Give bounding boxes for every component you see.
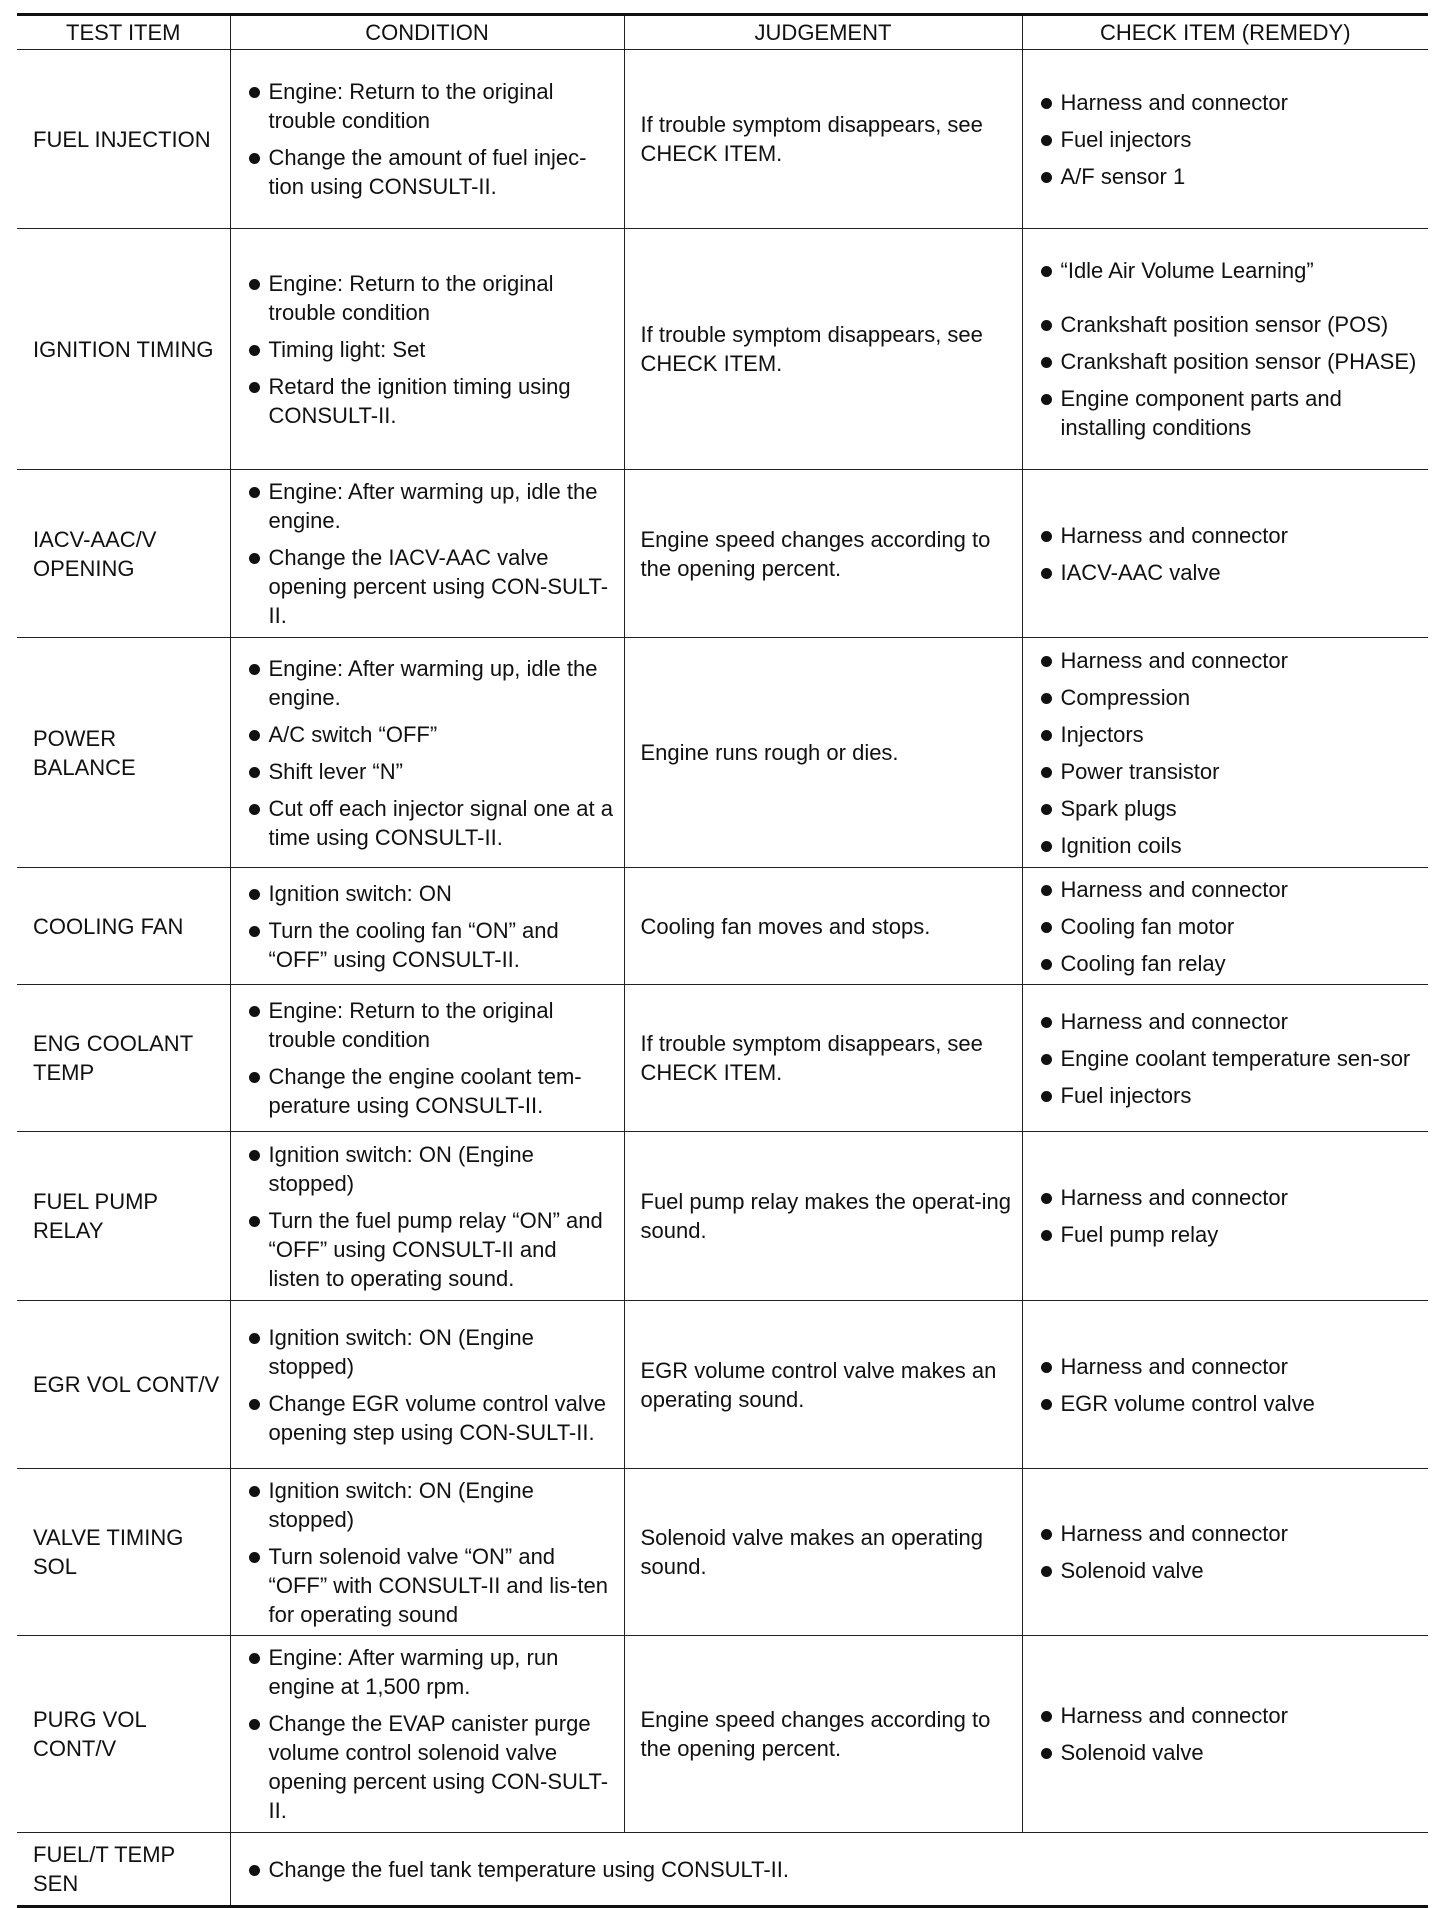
list-item: Engine: Return to the original trouble condition — [247, 269, 614, 327]
list-item: Engine: After warming up, idle the engine. — [247, 654, 614, 712]
list-item: Change EGR volume control valve opening step using CON-SULT-II. — [247, 1389, 614, 1447]
list-item: Harness and connector — [1039, 1352, 1419, 1381]
list-item: Cut off each injector signal one at a time using CONSULT-II. — [247, 794, 614, 852]
test-item-cell: EGR VOL CONT/V — [17, 1301, 230, 1469]
remedy-cell — [1022, 1132, 1428, 1301]
condition-cell — [230, 638, 624, 868]
remedy-cell — [1022, 470, 1428, 638]
list-item: Harness and connector — [1039, 875, 1419, 904]
condition-list — [247, 996, 614, 1120]
list-item: Ignition switch: ON — [247, 879, 614, 908]
test-item-table — [17, 13, 1428, 1908]
remedy-list — [1039, 88, 1419, 191]
table-row — [17, 470, 1428, 638]
list-item: Harness and connector — [1039, 1183, 1419, 1212]
remedy-list — [1039, 1701, 1419, 1767]
list-item: Timing light: Set — [247, 335, 614, 364]
list-item: Cooling fan motor — [1039, 912, 1419, 941]
condition-list — [247, 1855, 1419, 1884]
remedy-cell — [1022, 868, 1428, 985]
remedy-cell — [1022, 229, 1428, 470]
list-item: Turn the cooling fan “ON” and “OFF” using CONSULT-II. — [247, 916, 614, 974]
judgement-cell: Engine speed changes according to the opening percent. — [624, 470, 1022, 638]
condition-list — [247, 654, 614, 852]
list-item: Harness and connector — [1039, 1007, 1419, 1036]
table-row — [17, 985, 1428, 1132]
remedy-list — [1039, 256, 1419, 442]
remedy-cell — [1022, 1469, 1428, 1636]
list-item: Ignition coils — [1039, 831, 1419, 860]
condition-cell — [230, 868, 624, 985]
list-item: Crankshaft position sensor (POS) — [1039, 310, 1419, 339]
list-item: Harness and connector — [1039, 646, 1419, 675]
list-item: Engine: Return to the original trouble condition — [247, 996, 614, 1054]
test-item-cell: FUEL INJECTION — [17, 50, 230, 229]
list-item: A/F sensor 1 — [1039, 162, 1419, 191]
header-test-item: TEST ITEM — [17, 15, 230, 50]
judgement-cell: If trouble symptom disappears, see CHECK ITEM. — [624, 50, 1022, 229]
remedy-cell — [1022, 50, 1428, 229]
test-item-cell: VALVE TIMING SOL — [17, 1469, 230, 1636]
remedy-list — [1039, 1352, 1419, 1418]
judgement-cell: Engine speed changes according to the opening percent. — [624, 1636, 1022, 1833]
list-item: Fuel pump relay — [1039, 1220, 1419, 1249]
list-item: Power transistor — [1039, 757, 1419, 786]
list-item: Turn the fuel pump relay “ON” and “OFF” using CONSULT-II and listen to operating sound. — [247, 1206, 614, 1293]
table-row — [17, 1469, 1428, 1636]
condition-list — [247, 1140, 614, 1293]
condition-list — [247, 879, 614, 974]
list-item: Harness and connector — [1039, 88, 1419, 117]
remedy-cell — [1022, 1301, 1428, 1469]
test-item-cell: ENG COOLANT TEMP — [17, 985, 230, 1132]
remedy-cell — [1022, 638, 1428, 868]
list-item: Ignition switch: ON (Engine stopped) — [247, 1140, 614, 1198]
list-item: Injectors — [1039, 720, 1419, 749]
list-item: Ignition switch: ON (Engine stopped) — [247, 1323, 614, 1381]
judgement-cell: Cooling fan moves and stops. — [624, 868, 1022, 985]
judgement-cell: Engine runs rough or dies. — [624, 638, 1022, 868]
table-row — [17, 1636, 1428, 1833]
list-item: Turn solenoid valve “ON” and “OFF” with CONSULT-II and lis-ten for operating sound — [247, 1542, 614, 1629]
table-row — [17, 868, 1428, 985]
condition-list — [247, 1323, 614, 1447]
test-item-cell: IACV-AAC/V OPENING — [17, 470, 230, 638]
list-item: IACV-AAC valve — [1039, 558, 1419, 587]
list-item: Shift lever “N” — [247, 757, 614, 786]
remedy-cell — [1022, 1636, 1428, 1833]
list-item: Engine coolant temperature sen-sor — [1039, 1044, 1419, 1073]
list-item: Harness and connector — [1039, 1519, 1419, 1548]
list-item: Solenoid valve — [1039, 1556, 1419, 1585]
condition-cell — [230, 1301, 624, 1469]
condition-cell — [230, 1132, 624, 1301]
test-item-cell: FUEL PUMP RELAY — [17, 1132, 230, 1301]
list-item: Change the EVAP canister purge volume control solenoid valve opening percent using CON-SULT-II. — [247, 1709, 614, 1825]
header-check-item: CHECK ITEM (REMEDY) — [1022, 15, 1428, 50]
list-item: Change the fuel tank temperature using CONSULT-II. — [247, 1855, 1419, 1884]
list-item: Fuel injectors — [1039, 125, 1419, 154]
table-row — [17, 50, 1428, 229]
list-item: A/C switch “OFF” — [247, 720, 614, 749]
condition-cell — [230, 1469, 624, 1636]
table-row — [17, 1833, 1428, 1907]
condition-cell — [230, 1636, 624, 1833]
condition-cell — [230, 470, 624, 638]
list-item: Change the engine coolant tem-perature using CONSULT-II. — [247, 1062, 614, 1120]
remedy-list — [1039, 1007, 1419, 1110]
remedy-list — [1039, 1183, 1419, 1249]
judgement-cell: EGR volume control valve makes an operating sound. — [624, 1301, 1022, 1469]
condition-list — [247, 1476, 614, 1629]
list-item: Engine: After warming up, run engine at 1,500 rpm. — [247, 1643, 614, 1701]
list-item: Engine component parts and installing conditions — [1039, 384, 1419, 442]
table-row — [17, 229, 1428, 470]
remedy-cell — [1022, 985, 1428, 1132]
list-item: Change the IACV-AAC valve opening percent using CON-SULT-II. — [247, 543, 614, 630]
header-row — [17, 15, 1428, 50]
condition-cell — [230, 1833, 1428, 1907]
header-judgement: JUDGEMENT — [624, 15, 1022, 50]
remedy-list — [1039, 875, 1419, 978]
test-item-cell: IGNITION TIMING — [17, 229, 230, 470]
condition-cell — [230, 229, 624, 470]
remedy-list — [1039, 646, 1419, 860]
list-item: Retard the ignition timing using CONSULT-II. — [247, 372, 614, 430]
list-item: Crankshaft position sensor (PHASE) — [1039, 347, 1419, 376]
condition-cell — [230, 50, 624, 229]
list-item: Compression — [1039, 683, 1419, 712]
condition-list — [247, 269, 614, 430]
list-item: Harness and connector — [1039, 521, 1419, 550]
table-row — [17, 1132, 1428, 1301]
condition-list — [247, 77, 614, 201]
condition-cell — [230, 985, 624, 1132]
list-item: “Idle Air Volume Learning” — [1039, 256, 1419, 285]
list-item: EGR volume control valve — [1039, 1389, 1419, 1418]
condition-list — [247, 477, 614, 630]
test-item-cell: COOLING FAN — [17, 868, 230, 985]
list-item: Harness and connector — [1039, 1701, 1419, 1730]
list-item: Change the amount of fuel injec-tion using CONSULT-II. — [247, 143, 614, 201]
list-item: Spark plugs — [1039, 794, 1419, 823]
remedy-list — [1039, 1519, 1419, 1585]
table-row — [17, 638, 1428, 868]
test-item-cell: PURG VOL CONT/V — [17, 1636, 230, 1833]
list-item: Solenoid valve — [1039, 1738, 1419, 1767]
list-item: Cooling fan relay — [1039, 949, 1419, 978]
test-item-cell: POWER BALANCE — [17, 638, 230, 868]
condition-list — [247, 1643, 614, 1825]
test-item-cell: FUEL/T TEMP SEN — [17, 1833, 230, 1907]
list-item: Engine: Return to the original trouble condition — [247, 77, 614, 135]
list-item: Fuel injectors — [1039, 1081, 1419, 1110]
table-row — [17, 1301, 1428, 1469]
list-item: Engine: After warming up, idle the engine. — [247, 477, 614, 535]
judgement-cell: If trouble symptom disappears, see CHECK ITEM. — [624, 229, 1022, 470]
header-condition: CONDITION — [230, 15, 624, 50]
judgement-cell: Solenoid valve makes an operating sound. — [624, 1469, 1022, 1636]
judgement-cell: If trouble symptom disappears, see CHECK ITEM. — [624, 985, 1022, 1132]
list-item: Ignition switch: ON (Engine stopped) — [247, 1476, 614, 1534]
judgement-cell: Fuel pump relay makes the operat-ing sound. — [624, 1132, 1022, 1301]
remedy-list — [1039, 521, 1419, 587]
